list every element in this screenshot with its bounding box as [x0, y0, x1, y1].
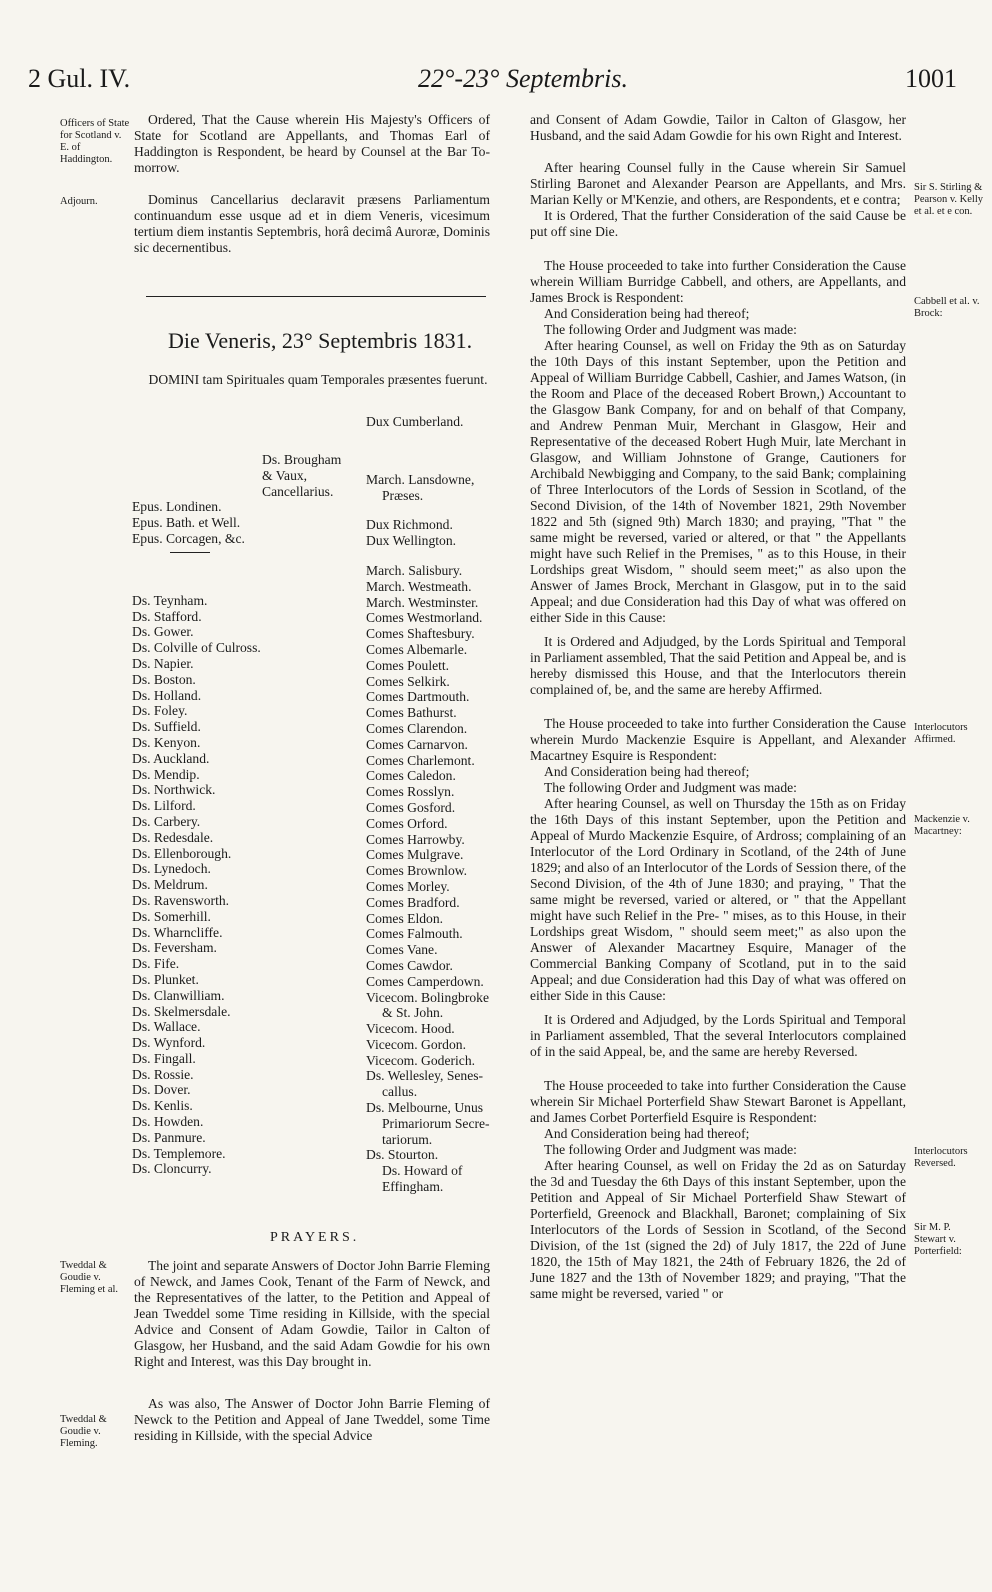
- lord-name: Ds. Rossie.: [132, 1066, 194, 1082]
- lord-name: Ds. Mendip.: [132, 766, 200, 782]
- header-session: 2 Gul. IV.: [28, 64, 131, 93]
- lord-name: Comes Falmouth.: [366, 926, 463, 942]
- right-column: [530, 112, 906, 1302]
- lord-name: Comes Bathurst.: [366, 705, 457, 721]
- lord-name: Vicecom. Hood.: [366, 1021, 455, 1037]
- stewart-hearing: After hearing Counsel, as well on Friday the 2d as on Saturday the 3d and Tuesday the 6th Days of this instant September, upon the Petition and Appeal of Sir Michael Porterfield Shaw Stewart of Porterfield, Greenock and Blackhall, Baronet; complaining of Six Interlocutors of the Lords of Session in Scotland, of the Second Division, of the 1st (signed the 2d) of July 1817, the 22d of June 1820, the 15th of May 1821, the 24th of February 1826, the 2d of June 1827 and the 13th of November 1829; and praying, "That the same might be reversed, varied " or: [530, 1158, 906, 1301]
- lords-list-right: [366, 414, 490, 1195]
- lord-name: Ds. Fife.: [132, 956, 180, 972]
- lord-name: Ds. Wallace.: [132, 1019, 201, 1035]
- lord-name: Epus. Corcagen, &c.: [132, 530, 245, 546]
- stewart-judgment-intro: The following Order and Judgment was made:: [544, 1142, 797, 1157]
- lord-name: Ds. Cloncurry.: [132, 1161, 212, 1177]
- cabbell-consideration: And Consideration being had thereof;: [544, 306, 750, 321]
- lord-name: Vicecom. Gordon.: [366, 1036, 466, 1052]
- lord-name: Comes Mulgrave.: [366, 847, 464, 863]
- lord-name: Comes Vane.: [366, 942, 438, 958]
- lord-name: Comes Dartmouth.: [366, 689, 470, 705]
- stirling-paragraph: After hearing Counsel fully in the Cause wherein Sir Samuel Stirling Baronet and Alexander Pearson are Appellants, and Mrs. Marian Kelly or M'Kenzie, and others, are Respondents, et e contra;: [530, 160, 906, 207]
- lord-name: Ds. Napier.: [132, 655, 194, 671]
- lord-name: Ds. Ellenborough.: [132, 845, 232, 861]
- lord-name: Præses.: [382, 487, 424, 503]
- lord-name: Ds. Somerhill.: [132, 908, 211, 924]
- attendance-heading: DOMINI tam Spirituales quam Temporales præsentes fuerunt.: [148, 372, 488, 387]
- lord-name: Comes Charlemont.: [366, 752, 475, 768]
- lord-name: Ds. Colville of Culross.: [132, 640, 261, 656]
- continued-paragraph: and Consent of Adam Gowdie, Tailor in Calton of Glasgow, her Husband, and the said Adam Gowdie for his own Right and Interest.: [530, 112, 906, 143]
- lord-name: Ds. Teynham.: [132, 592, 208, 608]
- margin-note-tweddal-2: Tweddal & Goudie v. Fleming.: [60, 1414, 107, 1449]
- lord-name: Comes Bradford.: [366, 894, 460, 910]
- stirling-order: It is Ordered, That the further Consideration of the said Cause be put off sine Die.: [530, 208, 906, 239]
- mackenzie-hearing: After hearing Counsel, as well on Thursday the 15th as on Friday the 16th Days of this instant September, upon the Petition and Appeal of Murdo Mackenzie Esquire, of Ardross; complaining of an Interlocutor of the Lord Ordinary in Scotland, of the 24th of June 1829; and also of an Interlocutor of the Lords of Session there, of the Second Division, of the 4th of June 1830; and praying, " That the same might be reversed, varied or altered, or " that the Appellant might have such Relief in the Pre- " mises, as to this House, in their Lordships great Wisdom, " should seem meet;" as also upon the Answer of Alexander Macartney Esquire, Manager of the Commercial Banking Company of Scotland, put in to the said Appeal; and due Consideration had this Day of what was offered on either Side in this Cause:: [530, 796, 906, 1003]
- lord-name: Epus. Bath. et Well.: [132, 515, 241, 531]
- lord-name: & Vaux,: [262, 467, 308, 483]
- lord-name: Ds. Kenlis.: [132, 1098, 193, 1114]
- margin-note-cabbell: Cabbell et al. v. Brock:: [914, 296, 980, 319]
- lord-name: Dux Richmond.: [366, 517, 453, 533]
- lord-name: Ds. Holland.: [132, 687, 202, 703]
- lord-name: Ds. Skelmersdale.: [132, 1003, 231, 1019]
- lord-name: Primariorum Secre-: [382, 1115, 490, 1131]
- lord-name: Ds. Ravensworth.: [132, 892, 230, 908]
- lord-name: Comes Clarendon.: [366, 720, 468, 736]
- cabbell-judgment: It is Ordered and Adjudged, by the Lords Spiritual and Temporal in Parliament assembled, That the said Petition and Appeal be, and is hereby dismissed this House, and that the Interlocutors therein complained of, be, and the same are hereby Affirmed.: [530, 634, 906, 697]
- lord-name: Dux Wellington.: [366, 533, 457, 549]
- lord-name: Ds. Panmure.: [132, 1129, 206, 1145]
- prayers-heading: PRAYERS.: [270, 1230, 360, 1245]
- lord-name: Ds. Howden.: [132, 1114, 204, 1130]
- lord-name: Ds. Templemore.: [132, 1145, 226, 1161]
- cabbell-intro: The House proceeded to take into further Consideration the Cause wherein William Burridge Cabbell, and others, are Appellants, and James Brock is Respondent:: [530, 258, 906, 305]
- lord-name: Ds. Boston.: [132, 671, 196, 687]
- lords-list-left: [132, 452, 341, 1177]
- section-rule: [146, 296, 486, 297]
- lord-name: Comes Caledon.: [366, 768, 456, 784]
- lord-name: March. Lansdowne,: [366, 471, 475, 487]
- lord-name: Comes Westmorland.: [366, 610, 483, 626]
- page-header: [0, 64, 992, 98]
- margin-note-interlocutors-reversed: Interlocutors Reversed.: [914, 1146, 968, 1169]
- margin-note-officers: Officers of State for Scotland v. E. of Haddington.: [60, 118, 130, 165]
- lord-name: Ds. Plunket.: [132, 971, 199, 987]
- lord-name: Comes Orford.: [366, 815, 448, 831]
- answer-paragraph: As was also, The Answer of Doctor John Barrie Fleming of Newck to the Petition and Appeal of Jane Tweddel, some Time residing in Killside, with the special Advice: [134, 1396, 490, 1443]
- lord-name: Ds. Wharncliffe.: [132, 924, 223, 940]
- lord-name: Comes Rosslyn.: [366, 784, 455, 800]
- margin-note-tweddal-1: Tweddal & Goudie v. Fleming et al.: [60, 1260, 119, 1295]
- lord-name: Ds. Carbery.: [132, 813, 201, 829]
- lord-name: Ds. Lynedoch.: [132, 861, 211, 877]
- lord-name: Comes Gosford.: [366, 799, 456, 815]
- lord-name: Comes Brownlow.: [366, 863, 468, 879]
- lord-name: & St. John.: [382, 1005, 444, 1021]
- lord-name: Ds. Suffield.: [132, 719, 201, 735]
- lord-name: callus.: [382, 1084, 418, 1100]
- lord-name: Comes Poulett.: [366, 657, 450, 673]
- lord-name: Comes Albemarle.: [366, 641, 468, 657]
- left-column: [134, 112, 490, 256]
- lord-name: Vicecom. Goderich.: [366, 1052, 476, 1068]
- mackenzie-consideration: And Consideration being had thereof;: [544, 764, 750, 779]
- lord-name: Ds. Wynford.: [132, 1035, 206, 1051]
- mackenzie-intro: The House proceeded to take into further Consideration the Cause wherein Murdo Mackenzie Esquire is Appellant, and Alexander Macartney Esquire is Respondent:: [530, 716, 906, 763]
- lord-name: Ds. Northwick.: [132, 782, 216, 798]
- cabbell-hearing: After hearing Counsel, as well on Friday the 9th as on Saturday the 10th Days of this instant September, upon the Petition and Appeal of William Burridge Cabbell, Cashier, and James Watson, (in the Room and Place of the deceased Robert Brown,) Accountant to the Glasgow Bank Company, for and on behalf of that Company, and Andrew Penman Muir, Merchant in Glasgow, Heir and Representative of the deceased Robert Hugh Muir, late Merchant in Glasgow, and William Johnstone of Grange, Cautioners for Archibald Newbigging and Company, to the said Bank; complaining of Three Interlocutors of the Lords of Session in Scotland, of the Second Division, of the 14th of November 1821, 29th November 1822 and 5th (signed 9th) March 1830; and praying, "That " the same might be reversed, varied or altered, or that " the Appellants might have such Relief in the Premises, " as to this House, in their Lordships great Wisdom, " should seem meet;" as also upon the Answer of James Brock, Merchant in Glasgow, put in to the said Appeal; and due Consideration had this Day of what was offered on either Side in this Cause:: [530, 338, 906, 625]
- lord-name: March. Westminster.: [366, 594, 479, 610]
- lord-name: Vicecom. Bolingbroke: [366, 989, 490, 1005]
- list-divider: [170, 552, 210, 553]
- lord-name: Ds. Auckland.: [132, 750, 210, 766]
- lord-name: March. Salisbury.: [366, 562, 463, 578]
- lord-name: Ds. Howard of: [382, 1163, 463, 1179]
- lord-name: March. Westmeath.: [366, 578, 472, 594]
- lord-name: Comes Morley.: [366, 878, 450, 894]
- lord-name: Ds. Redesdale.: [132, 829, 214, 845]
- margin-note-adjourn: Adjourn.: [60, 196, 98, 207]
- lord-name: Ds. Fingall.: [132, 1050, 196, 1066]
- margin-note-interlocutors-affirmed: Interlocutors Affirmed.: [914, 722, 968, 745]
- lord-name: Ds. Foley.: [132, 703, 188, 719]
- mackenzie-judgment-intro: The following Order and Judgment was made:: [544, 780, 797, 795]
- lord-name: Cancellarius.: [262, 483, 334, 499]
- lord-name: Ds. Kenyon.: [132, 734, 201, 750]
- lord-name: Ds. Stafford.: [132, 608, 202, 624]
- margin-note-stirling: Sir S. Stirling & Pearson v. Kelly et al. et e con.: [914, 182, 984, 217]
- stewart-consideration: And Consideration being had thereof;: [544, 1126, 750, 1141]
- lord-name: tariorum.: [382, 1131, 433, 1147]
- lord-name: Ds. Meldrum.: [132, 877, 208, 893]
- stewart-intro: The House proceeded to take into further Consideration the Cause wherein Sir Michael Porterfield Shaw Stewart Baronet is Appellant, and James Corbet Porterfield Esquire is Respondent:: [530, 1078, 906, 1125]
- lord-name: Comes Eldon.: [366, 910, 444, 926]
- lord-name: Epus. Londinen.: [132, 499, 222, 515]
- lord-name: Ds. Wellesley, Senes-: [366, 1068, 484, 1084]
- lord-name: Ds. Dover.: [132, 1082, 191, 1098]
- lord-name: Comes Carnarvon.: [366, 736, 468, 752]
- lord-name: Ds. Lilford.: [132, 798, 196, 814]
- lord-name: Ds. Brougham: [262, 452, 342, 467]
- prayers-section: [134, 1258, 490, 1444]
- lord-name: Comes Harrowby.: [366, 831, 465, 847]
- adjourn-paragraph: Dominus Cancellarius declaravit præsens Parliamentum continuandum esse usque ad et in diem Veneris, vicesimum tertium diem instantis Septembris, horâ decimâ Auroræ, Dominis sic decernentibus.: [134, 192, 490, 255]
- lord-name: Ds. Gower.: [132, 624, 194, 640]
- margin-note-mackenzie: Mackenzie v. Macartney:: [914, 814, 970, 837]
- sitting-heading: Die Veneris, 23° Septembris 1831.: [168, 328, 473, 353]
- lord-name: Effingham.: [382, 1179, 444, 1195]
- lord-name: Ds. Melbourne, Unus: [366, 1100, 484, 1116]
- header-date: 22°-23° Septembris.: [418, 64, 628, 93]
- lord-name: Dux Cumberland.: [366, 414, 464, 429]
- order-paragraph: Ordered, That the Cause wherein His Majesty's Officers of State for Scotland are Appellants, and Thomas Earl of Haddington is Respondent, be heard by Counsel at the Bar To-morrow.: [134, 112, 490, 175]
- mackenzie-judgment: It is Ordered and Adjudged, by the Lords Spiritual and Temporal in Parliament assembled, That the several Interlocutors complained of in the said Appeal, be, and the same are hereby Reversed.: [530, 1012, 906, 1059]
- lord-name: Ds. Stourton.: [366, 1147, 439, 1163]
- page-number: 1001: [905, 64, 957, 93]
- lord-name: Comes Camperdown.: [366, 973, 484, 989]
- lord-name: Ds. Clanwilliam.: [132, 987, 225, 1003]
- cabbell-judgment-intro: The following Order and Judgment was made:: [544, 322, 797, 337]
- lord-name: Comes Cawdor.: [366, 957, 453, 973]
- lord-name: Ds. Feversham.: [132, 940, 217, 956]
- lord-name: Comes Shaftesbury.: [366, 626, 475, 642]
- margin-note-stewart: Sir M. P. Stewart v. Porterfield:: [914, 1222, 962, 1257]
- lord-name: Comes Selkirk.: [366, 673, 450, 689]
- answers-paragraph: The joint and separate Answers of Doctor John Barrie Fleming of Newck, and James Cook, Tenant of the Farm of Newck, and the Representatives of the latter, to the Petition and Appeal of Jean Tweddel some Time residing in Killside, with the special Advice and Consent of Adam Gowdie, Tailor in Calton of Glasgow, her Husband, and the said Adam Gowdie for his own Right and Interest, was this Day brought in.: [134, 1258, 490, 1369]
